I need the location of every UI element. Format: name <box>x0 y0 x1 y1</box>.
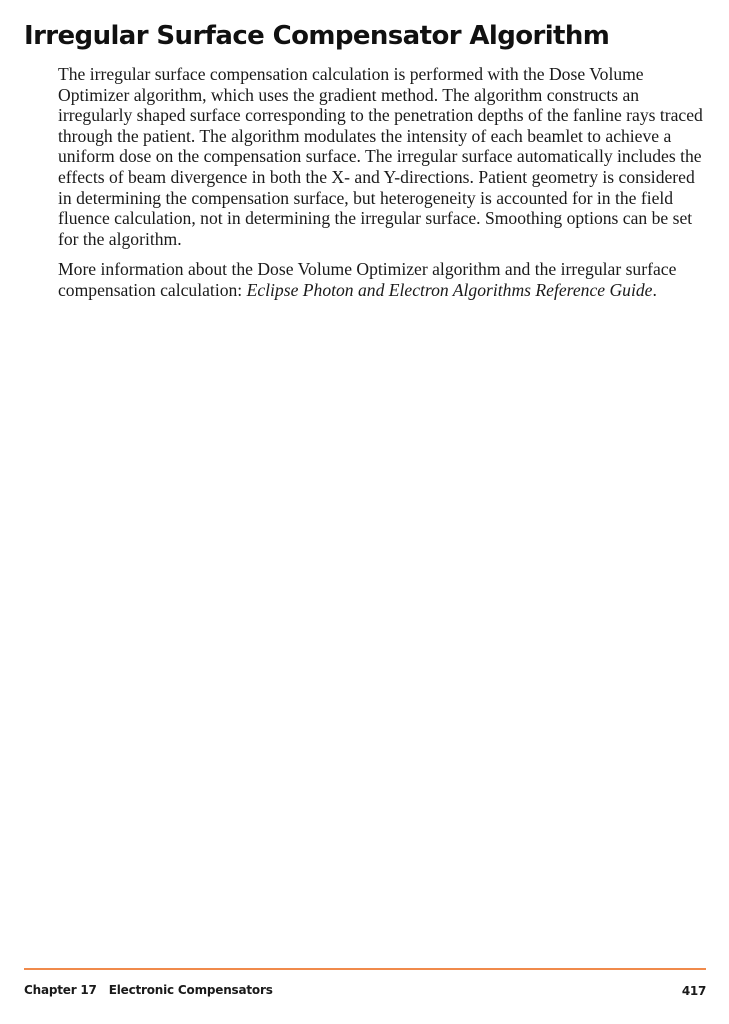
footer-chapter <box>24 982 273 998</box>
paragraph-more-information <box>58 259 710 300</box>
footer-chapter-title: Electronic Compensators <box>108 983 273 997</box>
footer-divider <box>24 968 706 970</box>
more-information-suffix: . <box>652 279 657 300</box>
section-title: Irregular Surface Compensator Algorithm <box>24 21 610 51</box>
footer-page-number: 417 <box>681 984 706 998</box>
footer-chapter-number: Chapter 17 <box>24 983 97 997</box>
reference-guide-title: Eclipse Photon and Electron Algorithms Reference Guide <box>246 279 653 300</box>
paragraph-algorithm-description: The irregular surface compensation calculation is performed with the Dose Volume Optimizer algorithm, which uses the gradient method. The algorithm constructs an irregularly shaped surface corresponding to the penetration depths of the fanline rays traced through the patient. The algorithm modulates the intensity of each beamlet to achieve a uniform dose on the compensation surface. The irregular surface automatically includes the effects of beam divergence in both the X- and Y-directions. Patient geometry is considered in determining the compensation surface, but heterogeneity is accounted for in the field fluence calculation, not in determining the irregular surface. Smoothing options can be set for the algorithm. <box>58 64 703 249</box>
more-information-text: More information about the Dose Volume Optimizer algorithm and the irregular surface compensation calculation: <box>58 259 677 300</box>
